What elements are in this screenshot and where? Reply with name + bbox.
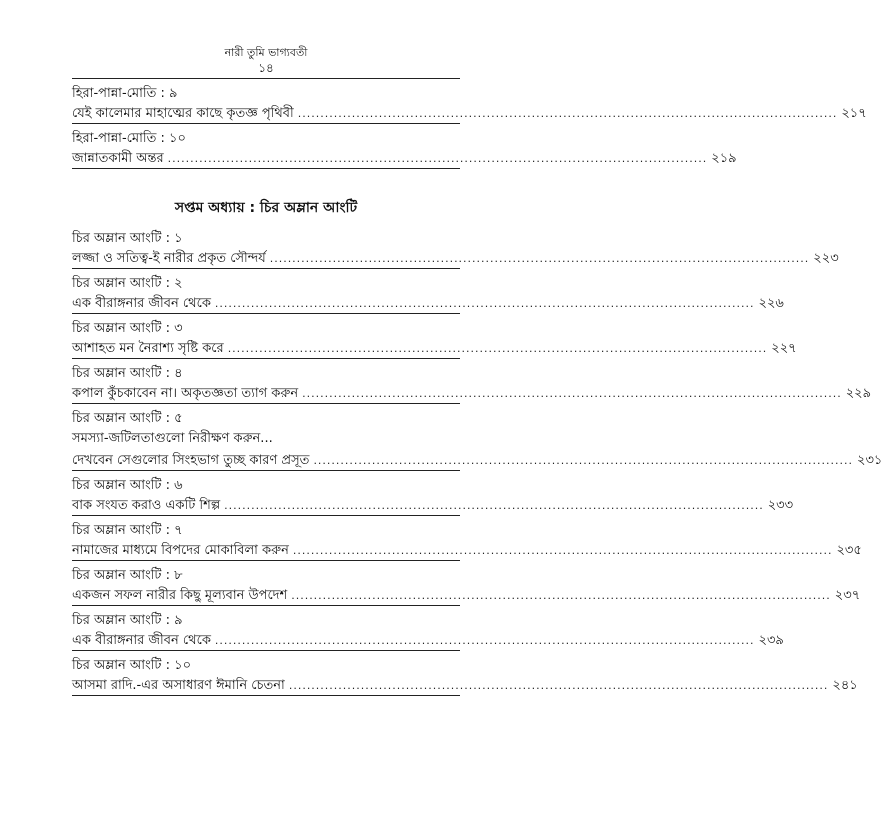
toc-entry-page: ২৪১ <box>832 678 858 693</box>
dot-leader: ........................................................................................................................ <box>288 679 829 692</box>
toc-section-label: চির অম্লান আংটি : ৩ <box>72 321 183 336</box>
toc-entry[interactable] <box>72 496 794 517</box>
entry-rule <box>72 358 460 359</box>
dot-leader: ........................................................................................................................ <box>292 544 833 557</box>
dot-leader: ........................................................................................................................ <box>214 297 755 310</box>
toc-section-label: হিরা-পান্না-মোতি : ৯ <box>72 86 178 101</box>
toc-section-label: হিরা-পান্না-মোতি : ১০ <box>72 131 186 146</box>
toc-page <box>72 0 882 816</box>
entry-rule <box>72 695 460 696</box>
toc-entry-page: ২৩৩ <box>767 498 794 513</box>
toc-entry-title: আশাহত মন নৈরাশ্য সৃষ্টি করে <box>72 341 224 356</box>
toc-entry[interactable] <box>72 294 784 315</box>
toc-entry-title: কপাল কুঁচকাবেন না। অকৃতজ্ঞতা ত্যাগ করুন <box>72 386 299 401</box>
dot-leader: ........................................................................................................................ <box>313 454 854 467</box>
toc-entry[interactable] <box>72 339 797 360</box>
toc-entry-title: বাক সংযত করাও একটি শিল্প <box>72 498 221 513</box>
dot-leader: ........................................................................................................................ <box>224 499 764 512</box>
toc-entry-page: ২৩১ <box>857 453 882 468</box>
toc-section-label: চির অম্লান আংটি : ১ <box>72 231 183 246</box>
toc-entry[interactable] <box>72 541 862 562</box>
toc-section-label: চির অম্লান আংটি : ৭ <box>72 523 183 538</box>
toc-entry[interactable] <box>72 149 737 170</box>
dot-leader: ........................................................................................................................ <box>297 107 838 120</box>
entry-rule <box>72 313 460 314</box>
dot-leader: ........................................................................................................................ <box>214 634 755 647</box>
toc-section-label: চির অম্লান আংটি : ৬ <box>72 478 183 493</box>
toc-section-label: চির অম্লান আংটি : ৮ <box>72 568 183 583</box>
toc-entry[interactable] <box>72 249 839 270</box>
toc-section-label: চির অম্লান আংটি : ৫ <box>72 411 183 426</box>
entry-rule <box>72 560 460 561</box>
toc-entry[interactable] <box>72 104 867 125</box>
toc-entry-title: দেখবেন সেগুলোর সিংহভাগ তুচ্ছ কারণ প্রসূত <box>72 453 310 468</box>
toc-entry-page: ২৩৫ <box>836 543 862 558</box>
toc-entry-page: ২২৩ <box>813 251 839 266</box>
toc-section-label: চির অম্লান আংটি : ৪ <box>72 366 183 381</box>
entry-rule <box>72 515 460 516</box>
toc-section-label: চির অম্লান আংটি : ১০ <box>72 658 192 673</box>
toc-entry[interactable] <box>72 451 882 472</box>
header-rule <box>72 78 460 79</box>
toc-entry-title: এক বীরাঙ্গনার জীবন থেকে <box>72 296 211 311</box>
toc-entry[interactable] <box>72 586 861 607</box>
toc-entry-page: ২২৯ <box>845 386 872 401</box>
toc-entry-title: একজন সফল নারীর কিছু মূল্যবান উপদেশ <box>72 588 288 603</box>
toc-entry-page: ২২৭ <box>771 341 797 356</box>
dot-leader: ........................................................................................................................ <box>167 152 708 165</box>
toc-entry-title: নামাজের মাধ্যমে বিপদের মোকাবিলা করুন <box>72 543 289 558</box>
toc-entry[interactable] <box>72 429 460 450</box>
toc-entry[interactable] <box>72 676 858 697</box>
entry-rule <box>72 605 460 606</box>
entry-rule <box>72 403 460 404</box>
entry-rule <box>72 168 460 169</box>
dot-leader: ........................................................................................................................ <box>269 252 810 265</box>
toc-entry[interactable] <box>72 384 872 405</box>
entry-rule <box>72 123 460 124</box>
toc-entry-title: এক বীরাঙ্গনার জীবন থেকে <box>72 633 211 648</box>
entry-rule <box>72 268 460 269</box>
toc-entry-title: যেই কালেমার মাহাত্মের কাছে কৃতজ্ঞ পৃথিবী <box>72 106 294 121</box>
toc-entry[interactable] <box>72 631 784 652</box>
running-header-title: নারী তুমি ভাগ্যবতী <box>224 46 308 59</box>
entry-rule <box>72 650 460 651</box>
toc-entry-title: সমস্যা-জটিলতাগুলো নিরীক্ষণ করুন... <box>72 431 273 446</box>
toc-entry-page: ২২৬ <box>758 296 784 311</box>
dot-leader: ........................................................................................................................ <box>227 342 768 355</box>
chapter-heading: সপ্তম অধ্যায় : চির অম্লান আংটি <box>174 200 358 216</box>
toc-entry-title: জান্নাতকামী অন্তর <box>72 151 164 166</box>
toc-entry-page: ২৩৯ <box>758 633 784 648</box>
toc-entry-page: ২১৭ <box>841 106 867 121</box>
dot-leader: ........................................................................................................................ <box>302 387 842 400</box>
entry-rule <box>72 470 460 471</box>
dot-leader: ........................................................................................................................ <box>291 589 831 602</box>
page-number: ১৪ <box>258 61 274 75</box>
toc-section-label: চির অম্লান আংটি : ২ <box>72 276 183 291</box>
toc-entry-title: লজ্জা ও সতিত্ব-ই নারীর প্রকৃত সৌন্দর্য <box>72 251 266 266</box>
toc-section-label: চির অম্লান আংটি : ৯ <box>72 613 183 628</box>
toc-entry-page: ২৩৭ <box>834 588 861 603</box>
toc-entry-page: ২১৯ <box>711 151 737 166</box>
toc-entry-title: আসমা রাদি.-এর অসাধারণ ঈমানি চেতনা <box>72 678 285 693</box>
